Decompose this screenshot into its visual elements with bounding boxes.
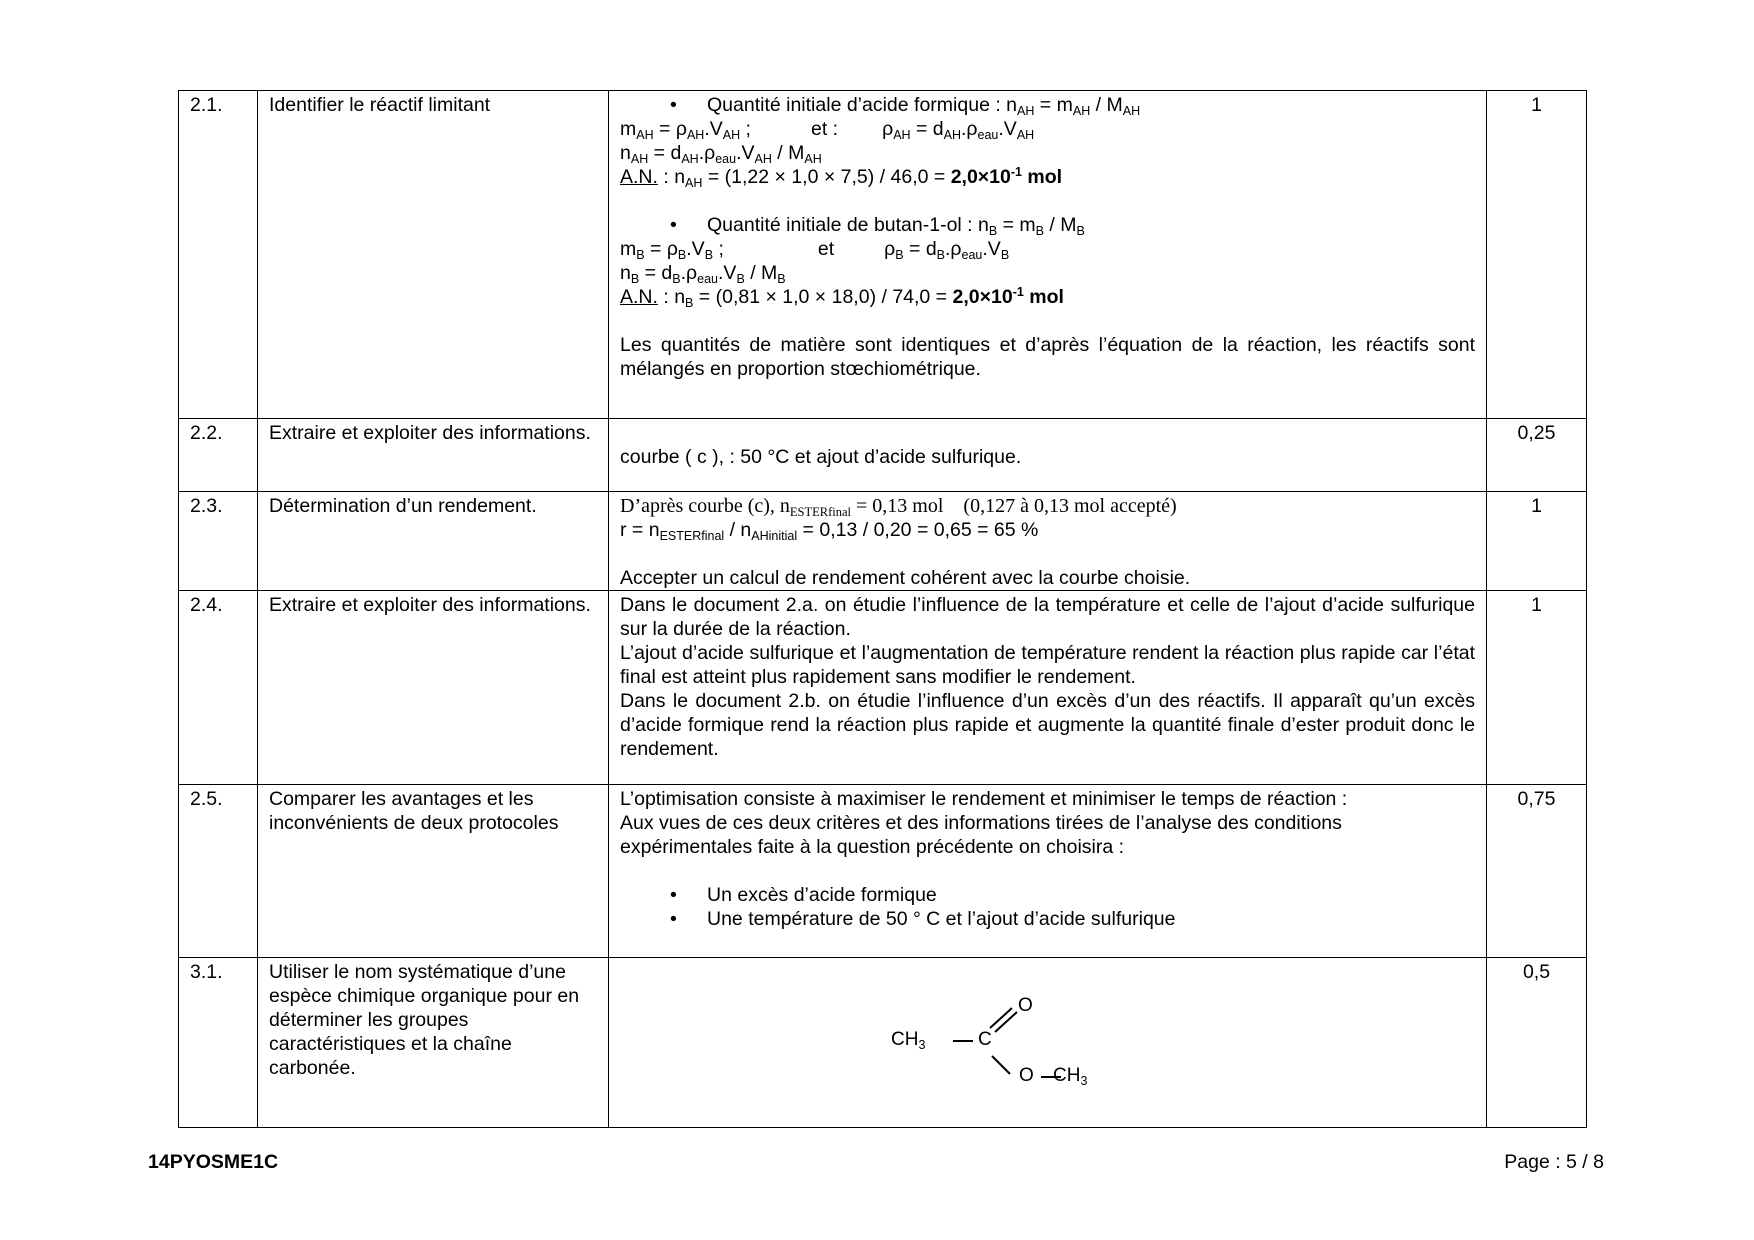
question-number: 2.1. xyxy=(179,91,258,419)
methyl-group-right: $CH_3$ xyxy=(1053,1065,1088,1088)
table-row xyxy=(179,958,1587,1128)
points-cell: 1 xyxy=(1487,91,1587,419)
paragraph: Aux vues de ces deux critères et des informations tirées de l’analyse des conditions expérimentales faite à la question précédente on choisira : xyxy=(620,812,1342,858)
answer-text: courbe ( c ), : 50 °C et ajout d’acide sulfurique. xyxy=(620,446,1022,468)
question-number: 2.4. xyxy=(179,591,258,785)
oxygen-atom: O xyxy=(1019,1065,1034,1086)
bullet-icon: • xyxy=(670,908,677,930)
points-cell: 0,75 xyxy=(1487,785,1587,958)
table-row xyxy=(179,591,1587,785)
table-row xyxy=(179,419,1587,492)
points-cell: 0,5 xyxy=(1487,958,1587,1128)
single-bond xyxy=(953,1040,973,1042)
bullet-icon: • xyxy=(670,94,677,116)
skill-cell: Comparer les avantages et les inconvénients de deux protocoles xyxy=(258,785,609,958)
question-number: 3.1. xyxy=(179,958,258,1128)
answer-cell xyxy=(609,419,1487,492)
table-row xyxy=(179,492,1587,591)
table-row xyxy=(179,785,1587,958)
question-number: 2.2. xyxy=(179,419,258,492)
bullet-line: • Quantité initiale de butan-1-ol : $n_B = m_B / M_B$ xyxy=(670,214,1085,238)
question-number: 2.5. xyxy=(179,785,258,958)
paragraph: Dans le document 2.a. on étudie l’influence de la température et celle de l’ajout d’acide sulfurique sur la durée de la réaction. xyxy=(620,594,1475,640)
points-cell: 0,25 xyxy=(1487,419,1587,492)
paragraph: L’ajout d’acide sulfurique et l’augmentation de température rendent la réaction plus rapide car l’état final est atteint plus rapidement sans modifier le rendement. xyxy=(620,642,1475,688)
numeric-application: A.N. : $n_B = (0,81 \times 1,0 \times 18,0) / 74,0 = 2,0\times 10^{-1}$ mol xyxy=(620,285,1064,310)
carbon-atom: C xyxy=(978,1029,992,1050)
points-cell: 1 xyxy=(1487,591,1587,785)
page-number: Page : 5 / 8 xyxy=(1504,1151,1604,1173)
note-text: Accepter un calcul de rendement cohérent avec la courbe choisie. xyxy=(620,567,1191,589)
skill-cell: Extraire et exploiter des informations. xyxy=(258,419,609,492)
answer-cell xyxy=(609,91,1487,419)
bond-lines xyxy=(980,1006,1020,1076)
formula-line: D’après courbe (c), $n_{ESTERfinal} = 0,13$ mol (0,127 à 0,13 mol accepté) xyxy=(620,495,1177,519)
question-number: 2.3. xyxy=(179,492,258,591)
answer-cell xyxy=(609,785,1487,958)
list-item: • Un excès d’acide formique xyxy=(670,884,937,906)
formula-line: $n_B = d_B.\rho_{eau}.V_B / M_B$ xyxy=(620,262,786,286)
skill-cell: Détermination d’un rendement. xyxy=(258,492,609,591)
answer-cell xyxy=(609,958,1487,1128)
numeric-application: A.N. : $n_{AH} = (1,22 \times 1,0 \times 7,5) / 46,0 = 2,0\times 10^{-1}$ mol xyxy=(620,165,1063,190)
oxygen-atom-double: O xyxy=(1018,995,1033,1016)
skill-cell: Utiliser le nom systématique d’une espèce chimique organique pour en déterminer les groupes caractéristiques et la chaîne carbonée. xyxy=(258,958,609,1128)
answer-cell xyxy=(609,492,1487,591)
formula-line: $r = n_{ESTERfinal} / n_{AHinitial} = 0,13 / 0,20 = 0,65 = 65$ % xyxy=(620,519,1039,543)
paragraph: Dans le document 2.b. on étudie l’influence d’un excès d’un des réactifs. Il apparaît qu’un excès d’acide formique rend la réaction plus rapide et augmente la quantité finale d’ester produit donc le rendement. xyxy=(620,690,1475,760)
molecule-structure xyxy=(620,960,1475,1110)
skill-cell: Identifier le réactif limitant xyxy=(258,91,609,419)
paragraph: L’optimisation consiste à maximiser le rendement et minimiser le temps de réaction : xyxy=(620,788,1348,810)
formula-line: $n_{AH} = d_{AH}.\rho_{eau}.V_{AH} / M_{AH}$ xyxy=(620,142,822,166)
bullet-icon: • xyxy=(670,884,677,906)
conclusion-text: Les quantités de matière sont identiques et d’après l’équation de la réaction, les réactifs sont mélangés en proportion stœchiométrique. xyxy=(620,334,1475,380)
bullet-line: • Quantité initiale d’acide formique : $n_{AH} = m_{AH} / M_{AH}$ xyxy=(670,94,1141,118)
formula-line: $m_B = \rho_B.V_B$ ; et $\rho_B = d_B.\rho_{eau}.V_B$ xyxy=(620,238,1010,262)
skill-cell: Extraire et exploiter des informations. xyxy=(258,591,609,785)
methyl-group-left: $CH_3$ xyxy=(891,1029,926,1052)
formula-line: $m_{AH} = \rho_{AH}.V_{AH}$ ; et : $\rho_{AH} = d_{AH}.\rho_{eau}.V_{AH}$ xyxy=(620,118,1035,142)
bullet-icon: • xyxy=(670,214,677,236)
correction-table xyxy=(178,90,1587,1128)
list-item: • Une température de 50 ° C et l’ajout d’acide sulfurique xyxy=(670,908,1176,930)
table-row xyxy=(179,91,1587,419)
document-code: 14PYOSME1C xyxy=(148,1151,279,1173)
answer-cell xyxy=(609,591,1487,785)
points-cell: 1 xyxy=(1487,492,1587,591)
